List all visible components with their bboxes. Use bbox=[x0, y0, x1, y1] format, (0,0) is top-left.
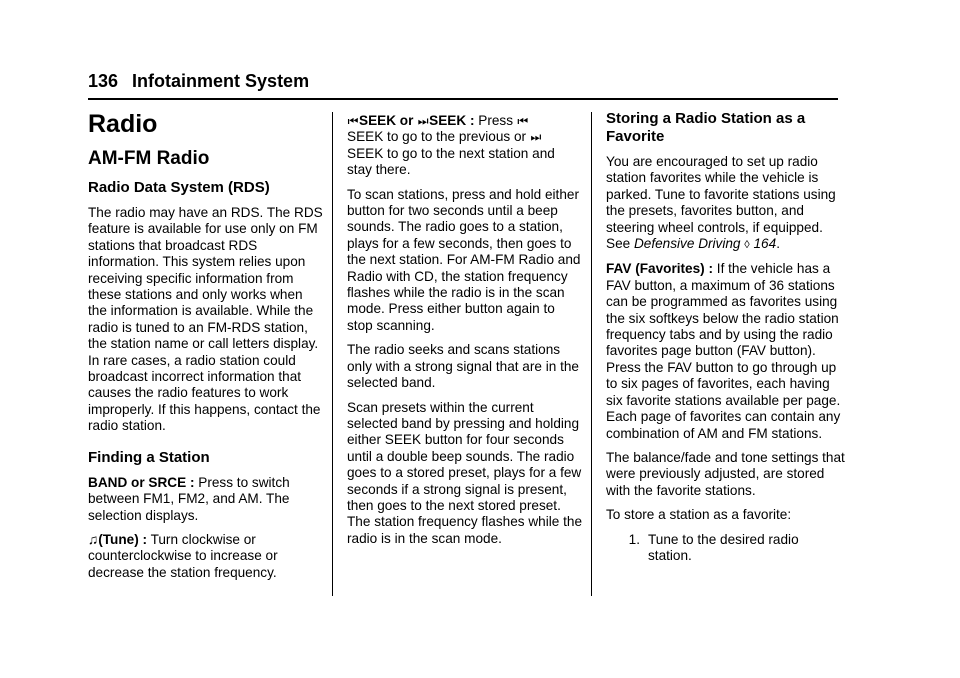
reference-period: . bbox=[776, 236, 780, 252]
rds-paragraph: The radio may have an RDS. The RDS feature is available for use only on FM stations that broadcast RDS information. This system relies upon receiving specific information from these stations and only works when the information is available. While the radio is tuned to an FM-RDS station, the station name or call letters display. In rare cases, a radio station could broadcast incorrect information that causes the radio features to work improperly. If this happens, contact the radio station. bbox=[88, 205, 323, 434]
heading-finding-station: Finding a Station bbox=[88, 448, 210, 466]
strong-signal-paragraph: The radio seeks and scans stations only with a strong signal that are in the selected band. bbox=[347, 342, 579, 391]
scan-presets-paragraph: Scan presets within the current selected band by pressing and holding either SEEK button for four seconds until a double beep sounds. The radio goes to a stored preset, plays for a few seconds if a strong signal is present, then goes to the next stored preset. The station frequency flashes while the radio is in the scan mode. bbox=[347, 399, 583, 546]
band-label: BAND or SRCE : bbox=[88, 474, 195, 490]
column-left bbox=[88, 110, 324, 589]
seek-next-icon-inline: ⏭ bbox=[530, 130, 542, 145]
seek-label-b: SEEK : bbox=[429, 113, 475, 128]
seek-paragraph bbox=[347, 113, 583, 179]
column-right bbox=[606, 110, 846, 564]
seek-previous-icon-inline: ⏮ bbox=[517, 114, 529, 128]
page-number: 136 bbox=[88, 71, 119, 91]
fav-paragraph bbox=[606, 261, 846, 441]
column-divider-left bbox=[332, 112, 333, 596]
list-item-text: Tune to the desired radio station. bbox=[648, 531, 799, 563]
column-divider-right bbox=[591, 112, 592, 596]
encouraged-text: You are encouraged to set up radio station favorites while the vehicle is parked. Tune to favorite stations using the presets, favorites button, and steering wheel controls, if equipped. See bbox=[606, 154, 836, 252]
list-item bbox=[606, 532, 846, 565]
scan-paragraph: To scan stations, press and hold either button for two seconds until a beep sounds. The radio goes to a station, plays for a few seconds, then goes to the next station. For AM-FM Radio and Radio with CD, the station frequency flashes while the radio is in the scan mode. Press either button again to stop scanning. bbox=[347, 186, 581, 333]
heading-rds: Radio Data System (RDS) bbox=[88, 179, 270, 196]
band-paragraph bbox=[88, 475, 324, 524]
fav-label: FAV (Favorites) : bbox=[606, 261, 714, 277]
reference-page[interactable]: 164 bbox=[753, 236, 777, 252]
heading-radio: Radio bbox=[88, 110, 158, 138]
encouraged-paragraph bbox=[606, 154, 846, 253]
band-text: Press to switch between FM1, FM2, and AM. The selection displays. bbox=[88, 474, 290, 523]
header-rule bbox=[88, 98, 838, 100]
music-note-icon: ♫ bbox=[88, 531, 99, 547]
tune-paragraph bbox=[88, 532, 324, 581]
to-store-paragraph: To store a station as a favorite: bbox=[606, 507, 792, 523]
reference-arrow-icon: ◊ bbox=[744, 239, 750, 252]
seek-next-icon: ⏭ bbox=[417, 114, 429, 128]
fav-text: If the vehicle has a FAV button, a maximum of 36 stations can be programmed as favorites using the six softkeys below the radio station frequency tabs and by using the radio favorites page button (FAV button). Press the FAV button to go through up to six pages of favorites, each having six favorite stations available per page. Each page of favorites can contain any combination of AM and FM stations. bbox=[606, 261, 841, 441]
heading-am-fm-radio: AM-FM Radio bbox=[88, 148, 210, 169]
column-middle bbox=[347, 113, 583, 555]
tune-text: Turn clockwise or counterclockwise to increase or decrease the station frequency. bbox=[88, 531, 278, 580]
seek-press: Press bbox=[478, 113, 514, 128]
seek-text-2: SEEK to go to the next station and stay there. bbox=[347, 145, 555, 178]
defensive-driving-link[interactable]: Defensive Driving bbox=[633, 236, 741, 252]
page-header bbox=[88, 71, 309, 92]
list-item-number: 1. bbox=[628, 531, 640, 547]
heading-storing-favorite: Storing a Radio Station as a Favorite bbox=[606, 110, 806, 145]
seek-text-1: SEEK to go to the previous or bbox=[347, 129, 527, 145]
balance-paragraph: The balance/fade and tone settings that were previously adjusted, are stored with the favorite stations. bbox=[606, 449, 845, 498]
tune-label: (Tune) : bbox=[98, 531, 148, 547]
section-title: Infotainment System bbox=[132, 71, 310, 91]
seek-previous-icon: ⏮ bbox=[347, 114, 359, 128]
seek-label-a: SEEK or bbox=[359, 113, 414, 128]
